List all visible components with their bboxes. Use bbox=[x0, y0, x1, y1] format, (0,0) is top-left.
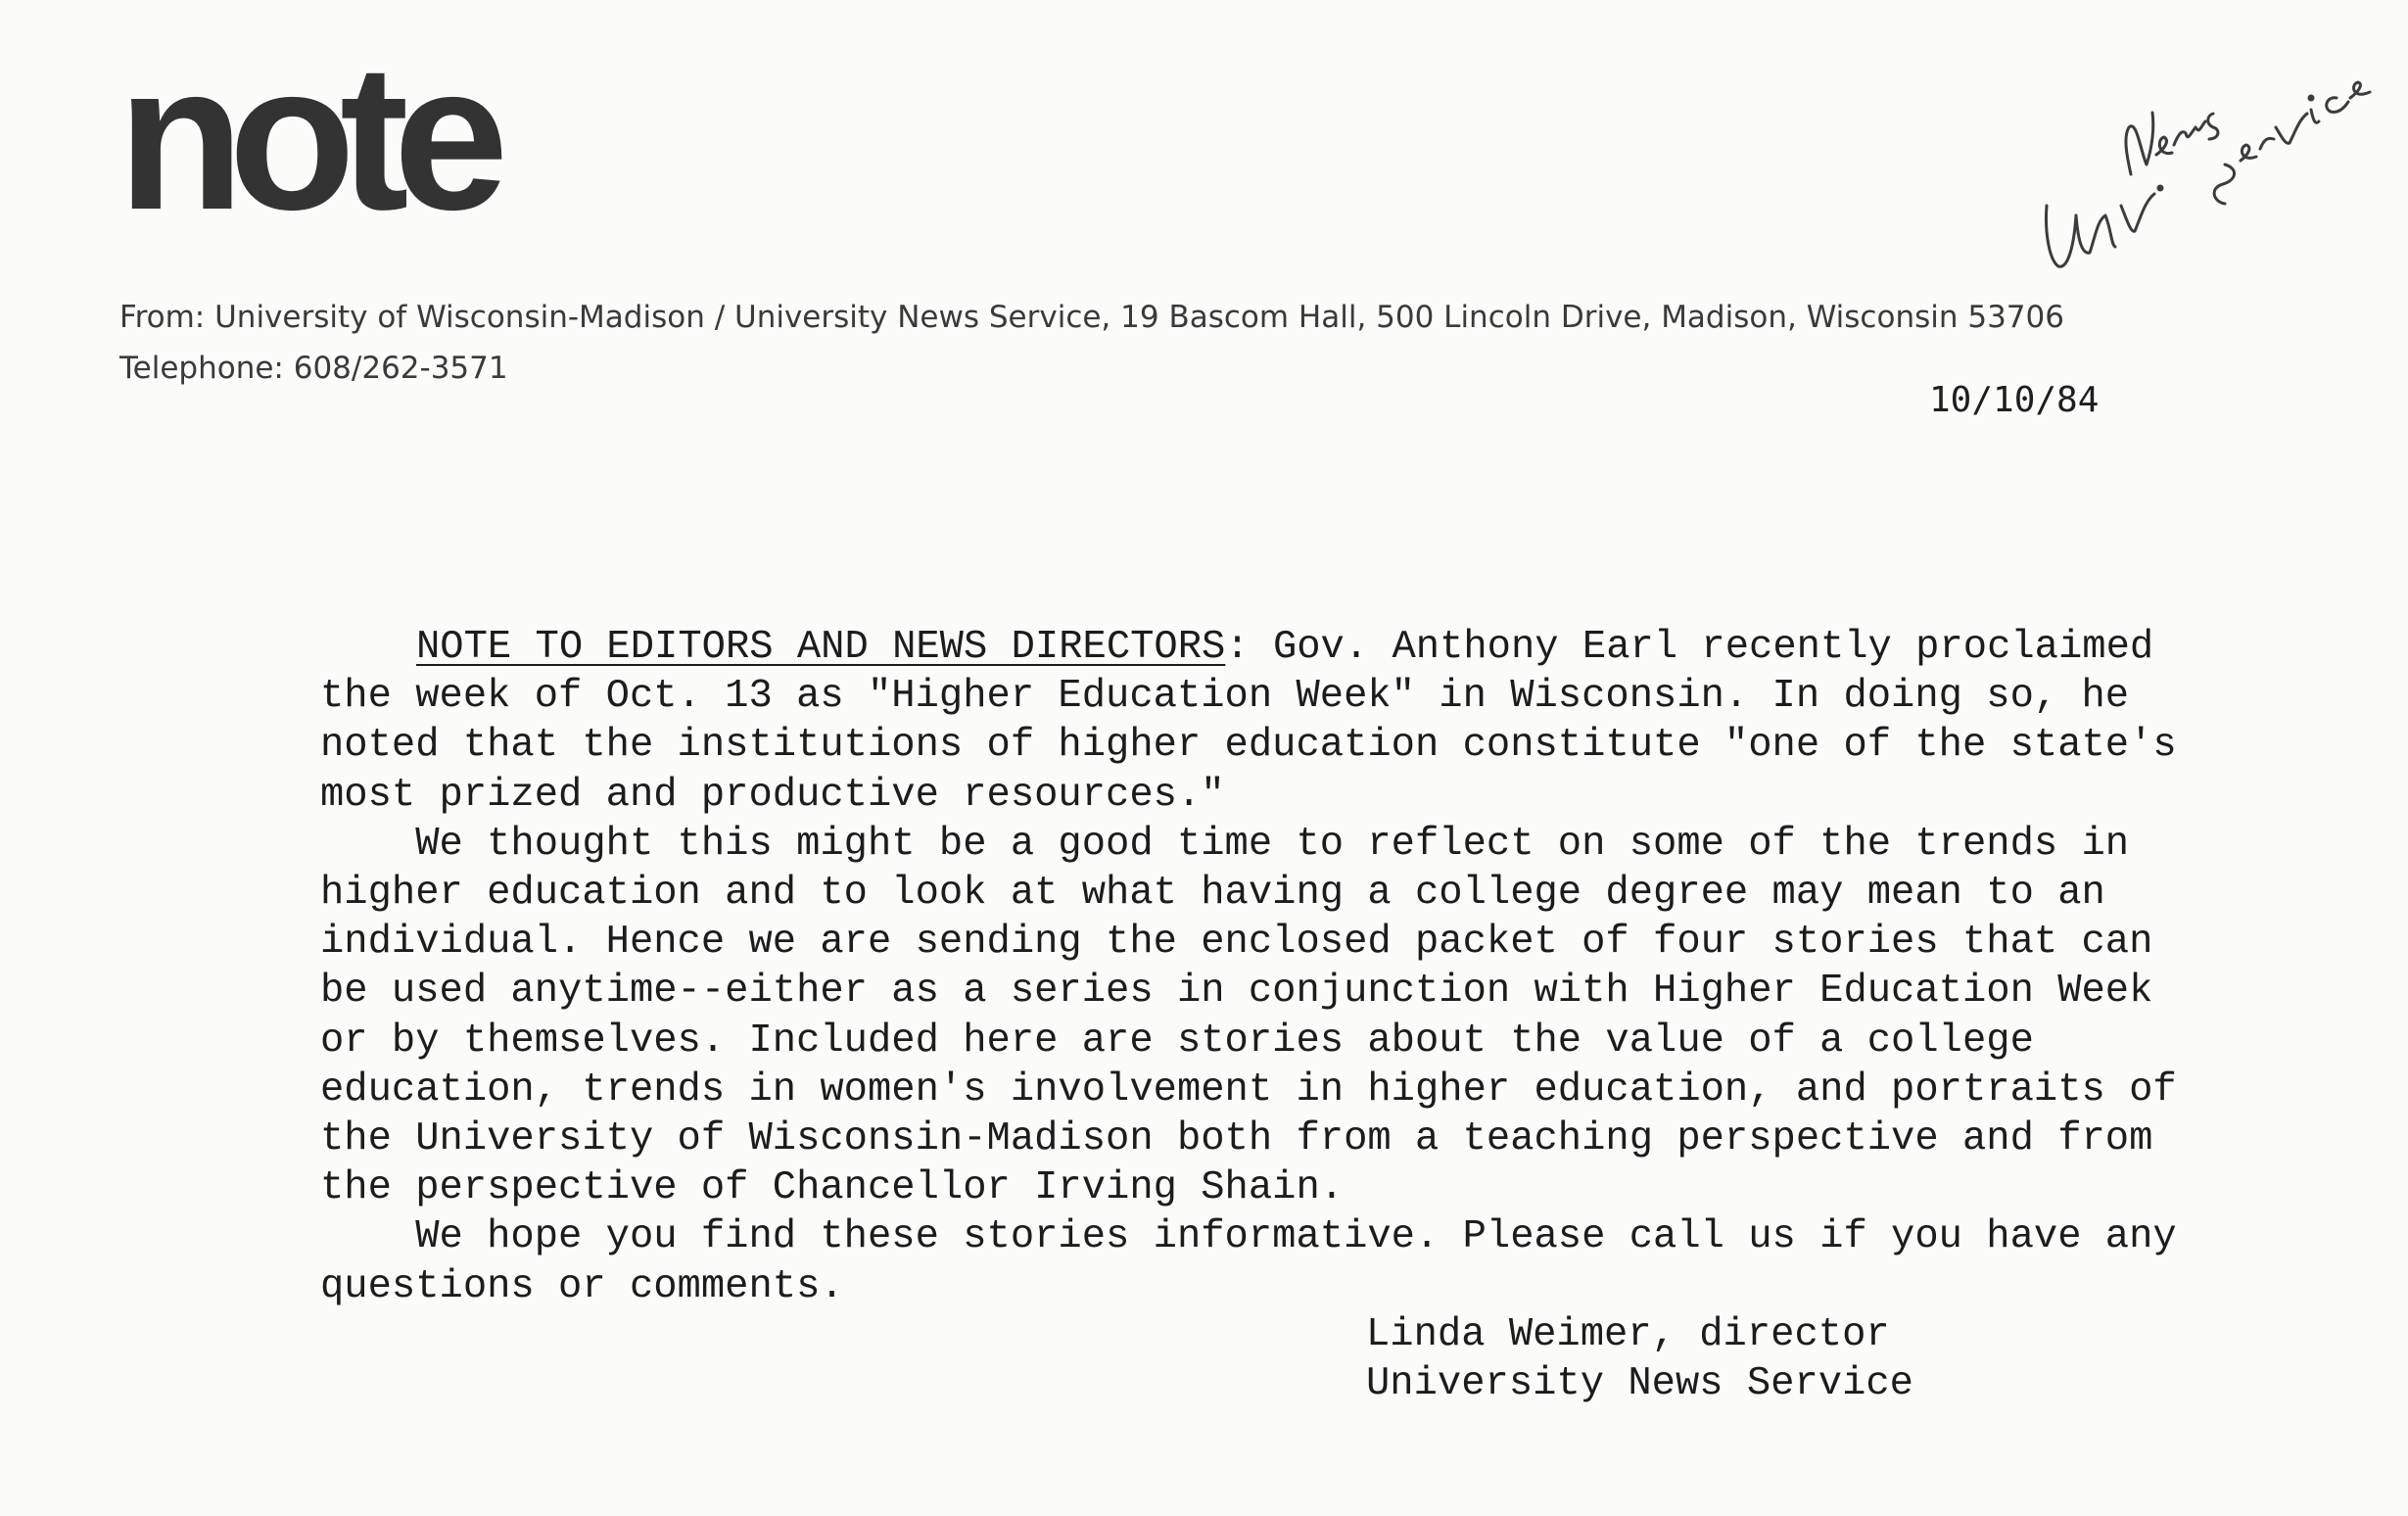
memo-heading: NOTE TO EDITORS AND NEWS DIRECTORS bbox=[416, 625, 1226, 670]
memo-line: questions or comments. bbox=[320, 1263, 844, 1309]
memo-line: be used anytime--either as a series in conjunction with Higher Education Week bbox=[320, 969, 2153, 1015]
memo-line: higher education and to look at what having a college degree may mean to an bbox=[320, 871, 2105, 917]
memo-line: noted that the institutions of higher education constitute "one of the state's bbox=[320, 723, 2177, 769]
memo-line: We thought this might be a good time to reflect on some of the trends in bbox=[320, 821, 2130, 867]
document-date: 10/10/84 bbox=[1929, 380, 2100, 420]
memo-line: education, trends in women's involvement in higher education, and portraits of bbox=[320, 1066, 2177, 1113]
signature-name: Linda Weimer, director bbox=[1366, 1312, 1890, 1357]
telephone-line: Telephone: 608/262-3571 bbox=[119, 351, 508, 386]
memo-line: the perspective of Chancellor Irving Shain. bbox=[320, 1165, 1345, 1211]
signature-org: University News Service bbox=[1366, 1361, 1913, 1406]
memo-line: We hope you find these stories informative. Please call us if you have any bbox=[320, 1214, 2177, 1260]
memo-line: most prized and productive resources." bbox=[320, 772, 1225, 818]
memo-line: or by themselves. Included here are stories about the value of a college bbox=[320, 1018, 2034, 1064]
from-line: From: University of Wisconsin-Madison / University News Service, 19 Bascom Hall, 500 Lincoln Drive, Madison, Wisconsin 53706 bbox=[119, 300, 2064, 335]
memo-line: individual. Hence we are sending the enclosed packet of four stories that can bbox=[320, 920, 2153, 966]
memo-body bbox=[320, 623, 2336, 1311]
memo-first-line bbox=[416, 623, 2336, 672]
handwritten-annotation bbox=[2017, 59, 2389, 313]
note-logo: note bbox=[118, 21, 494, 253]
memo-line: the week of Oct. 13 as "Higher Education Week" in Wisconsin. In doing so, he bbox=[320, 674, 2130, 720]
memo-line: the University of Wisconsin-Madison both from a teaching perspective and from bbox=[320, 1116, 2153, 1162]
letterhead-address bbox=[119, 292, 2064, 394]
memo-first-line-text: : Gov. Anthony Earl recently proclaimed bbox=[1225, 625, 2154, 670]
signature-block bbox=[1366, 1310, 1913, 1408]
